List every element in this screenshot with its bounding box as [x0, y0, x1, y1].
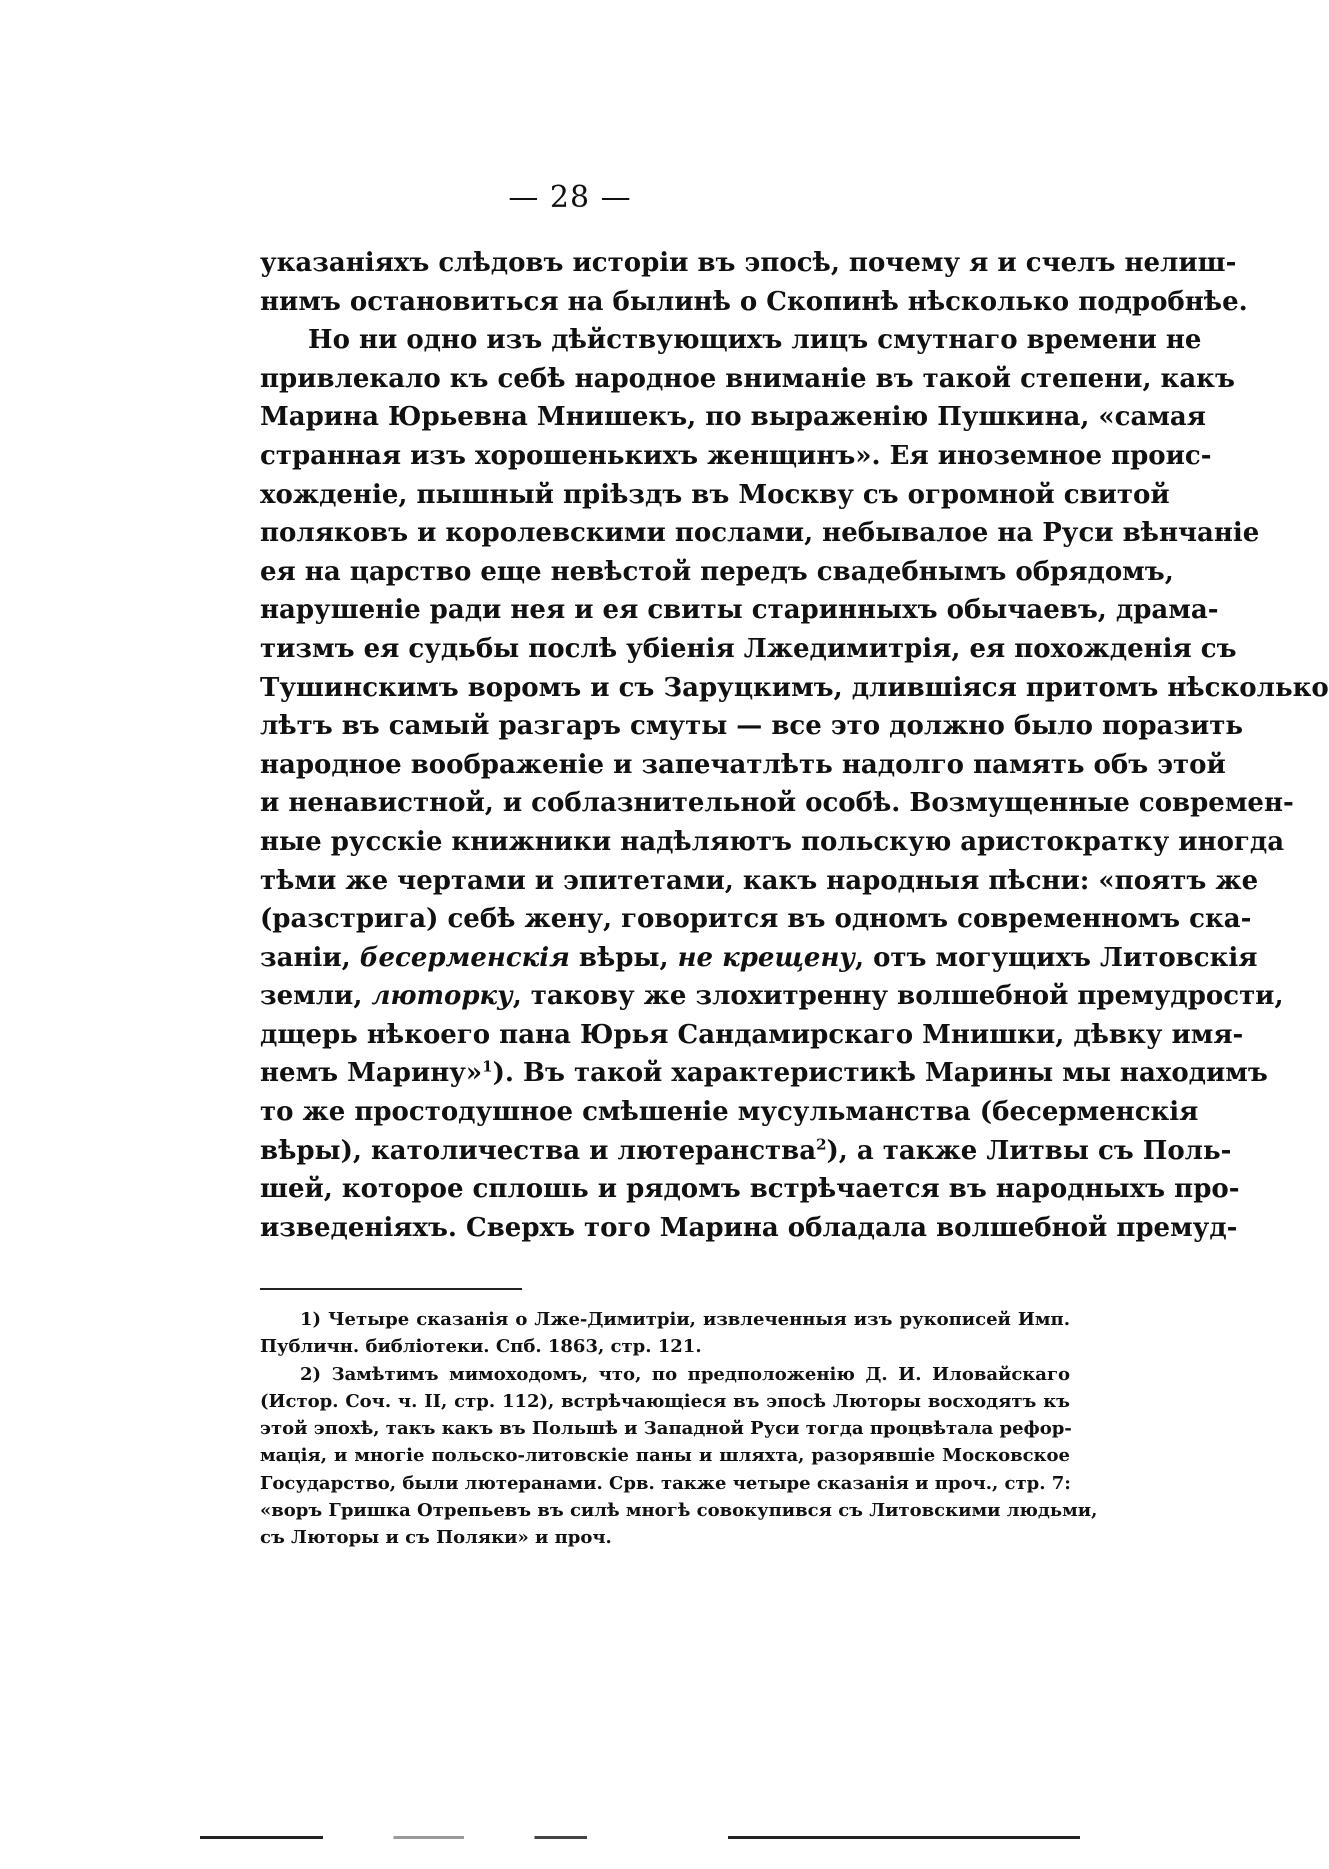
text-line: [260, 1132, 1232, 1171]
text-line: Тушинскимъ воромъ и съ Заруцкимъ, длившіяся притомъ нѣсколько: [260, 672, 1329, 703]
text-line: ные русскіе книжники надѣляютъ польскую аристократку иногда: [260, 826, 1285, 857]
scan-edge-line: [200, 1836, 1080, 1839]
text-fragment: земли,: [260, 981, 372, 1012]
text-line: изведеніяхъ. Сверхъ того Марина обладала волшебной премуд-: [260, 1212, 1238, 1243]
footnote-line: (Истор. Соч. ч. II, стр. 112), встрѣчающіеся въ эпосѣ Люторы восходятъ къ: [260, 1390, 1070, 1412]
text-fragment: заніи,: [260, 942, 360, 973]
text-line: указаніяхъ слѣдовъ исторіи въ эпосѣ, почему я и счелъ нелиш-: [260, 248, 1237, 278]
text-fragment: вѣры,: [569, 942, 678, 973]
text-line: Но ни одно изъ дѣйствующихъ лицъ смутнаго времени не: [308, 325, 1202, 356]
page-number: — 28 —: [508, 180, 632, 215]
text-line: [260, 977, 1284, 1016]
text-line: хожденіе, пышный пріѣздъ въ Москву съ огромной свитой: [260, 479, 1170, 510]
text-line: тѣми же чертами и эпитетами, какъ народныя пѣсни: «поятъ же: [260, 865, 1259, 896]
footnote-ref[interactable]: 1: [482, 1057, 493, 1076]
footnote-line: съ Люторы и съ Поляки» и проч.: [260, 1527, 612, 1549]
text-fragment: , такову же злохитренну волшебной премудрости,: [512, 981, 1284, 1012]
text-fragment: ), а также Литвы съ Поль-: [826, 1135, 1232, 1166]
footnote-line: 1) Четыре сказанія о Лже-Димитріи, извлеченныя изъ рукописей Имп.: [300, 1309, 1070, 1330]
footnote-line: этой эпохѣ, такъ какъ въ Польшѣ и Западной Руси тогда процвѣтала рефор-: [260, 1418, 1072, 1440]
text-line: то же простодушное смѣшеніе мусульманства (бесерменскія: [260, 1097, 1199, 1128]
text-line: нарушеніе ради нея и ея свиты старинныхъ обычаевъ, драма-: [260, 595, 1219, 626]
footnote-line: Публичн. библіотеки. Спб. 1863, стр. 121.: [260, 1336, 702, 1358]
text-line: [260, 939, 1258, 978]
text-line: Марина Юрьевна Мнишекъ, по выраженію Пушкина, «самая: [260, 402, 1206, 433]
text-line: лѣтъ въ самый разгаръ смуты — все это должно было поразить: [260, 711, 1244, 742]
footnote-line: 2) Замѣтимъ мимоходомъ, что, по предположенію Д. И. Иловайскаго: [300, 1363, 1070, 1385]
text-line: дщерь нѣкоего пана Юрья Сандамирскаго Мнишки, дѣвку имя-: [260, 1019, 1244, 1050]
text-line: странная изъ хорошенькихъ женщинъ». Ея иноземное проис-: [260, 440, 1212, 471]
text-fragment: , отъ могущихъ Литовскія: [854, 942, 1258, 973]
text-fragment: вѣры), католичества и лютеранства: [260, 1135, 817, 1166]
italic-fragment: не крещену: [677, 942, 855, 973]
text-line: нимъ остановиться на былинѣ о Скопинѣ нѣсколько подробнѣе.: [260, 286, 1248, 317]
text-line: шей, которое сплошь и рядомъ встрѣчается въ народныхъ про-: [260, 1174, 1240, 1205]
text-line: [260, 1054, 1268, 1093]
text-line: народное воображеніе и запечатлѣть надолго память объ этой: [260, 749, 1226, 780]
text-fragment: ). Въ такой характеристикѣ Марины мы находимъ: [492, 1058, 1268, 1089]
text-line: привлекало къ себѣ народное вниманіе въ такой степени, какъ: [260, 363, 1235, 394]
footnote-ref[interactable]: 2: [816, 1135, 827, 1153]
text-line: поляковъ и королевскими послами, небывалое на Руси вѣнчаніе: [260, 518, 1260, 549]
footnote-line: мація, и многіе польско-литовскіе паны и шляхта, разорявшіе Московское: [260, 1445, 1070, 1467]
text-line: ея на царство еще невѣстой передъ свадебнымъ обрядомъ,: [260, 556, 1174, 587]
text-line: и ненавистной, и соблазнительной особѣ. Возмущенные современ-: [260, 788, 1294, 819]
italic-fragment: люторку: [371, 981, 513, 1012]
main-text: [260, 244, 1329, 1247]
footnote-line: Государство, были лютеранами. Срв. также четыре сказанія и проч., стр. 7:: [260, 1472, 1071, 1494]
text-fragment: немъ Марину»: [260, 1058, 483, 1089]
footnote-divider: [260, 1288, 522, 1290]
italic-fragment: бесерменскія: [359, 942, 570, 973]
text-line: (разстрига) себѣ жену, говорится въ одномъ современномъ ска-: [260, 904, 1252, 935]
footnotes: [260, 1306, 1098, 1552]
text-line: тизмъ ея судьбы послѣ убіенія Лжедимитрія, ея похожденія съ: [260, 633, 1237, 664]
footnote-line: «воръ Гришка Отрепьевъ въ силѣ многѣ совокупився съ Литовскими людьми,: [260, 1500, 1098, 1522]
